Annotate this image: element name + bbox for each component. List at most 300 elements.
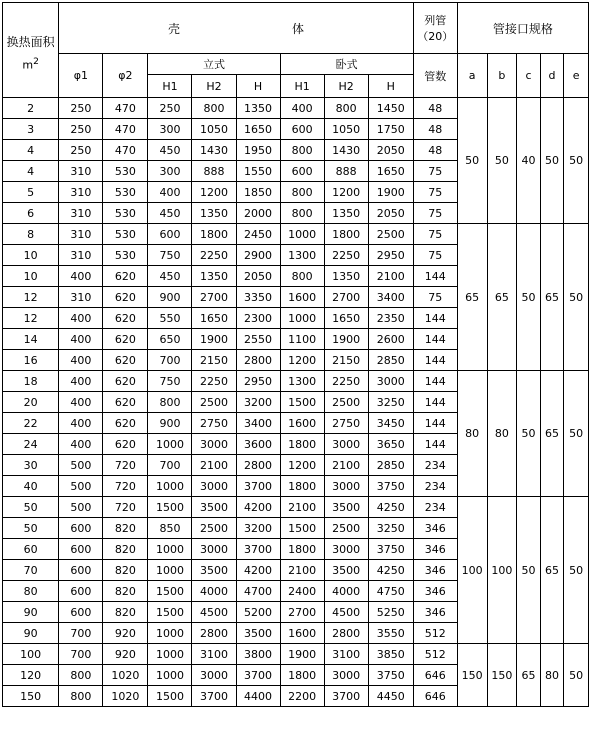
table-cell: 90: [3, 602, 59, 623]
table-cell: 470: [103, 98, 148, 119]
table-cell: 550: [148, 308, 192, 329]
tubes-title: 列管: [424, 14, 447, 27]
table-cell: 4500: [192, 602, 236, 623]
table-cell: 620: [103, 434, 148, 455]
table-cell: 144: [413, 371, 457, 392]
table-cell: 450: [148, 266, 192, 287]
table-cell: 3000: [192, 434, 236, 455]
table-cell: 310: [59, 203, 103, 224]
table-cell: 1900: [368, 182, 413, 203]
table-cell: 1050: [324, 119, 368, 140]
table-cell: 250: [59, 98, 103, 119]
table-cell: 1000: [148, 623, 192, 644]
port-col-a: a: [457, 54, 487, 98]
table-cell: 8: [3, 224, 59, 245]
table-cell: 3000: [192, 665, 236, 686]
table-cell: 800: [280, 182, 324, 203]
table-cell: 3700: [324, 686, 368, 707]
table-cell: 1020: [103, 686, 148, 707]
table-cell: 4000: [192, 581, 236, 602]
horizontal-header: 卧式: [280, 54, 413, 75]
table-cell: 700: [148, 455, 192, 476]
port-spec-cell: 100: [487, 497, 517, 644]
table-cell: 2850: [368, 455, 413, 476]
table-cell: 600: [59, 581, 103, 602]
table-cell: 1200: [280, 455, 324, 476]
table-cell: 500: [59, 476, 103, 497]
table-cell: 2250: [324, 245, 368, 266]
table-cell: 820: [103, 560, 148, 581]
table-cell: 2500: [324, 518, 368, 539]
table-cell: 2100: [368, 266, 413, 287]
port-spec-cell: 50: [517, 371, 541, 497]
table-cell: 1850: [236, 182, 280, 203]
table-cell: 400: [59, 266, 103, 287]
table-cell: 1200: [280, 350, 324, 371]
table-cell: 75: [413, 245, 457, 266]
table-cell: 3200: [236, 392, 280, 413]
table-cell: 48: [413, 98, 457, 119]
table-cell: 346: [413, 560, 457, 581]
table-cell: 800: [280, 140, 324, 161]
table-cell: 400: [59, 413, 103, 434]
table-cell: 2350: [368, 308, 413, 329]
table-cell: 600: [280, 119, 324, 140]
port-spec-cell: 40: [517, 98, 541, 224]
table-cell: 3: [3, 119, 59, 140]
table-cell: 1350: [192, 203, 236, 224]
table-cell: 1500: [280, 518, 324, 539]
table-cell: 1000: [280, 224, 324, 245]
port-col-e: e: [564, 54, 589, 98]
table-row: [3, 497, 589, 518]
table-cell: 1350: [324, 266, 368, 287]
port-spec-cell: 50: [517, 497, 541, 644]
table-cell: 75: [413, 287, 457, 308]
table-cell: 500: [59, 455, 103, 476]
table-cell: 2250: [192, 245, 236, 266]
table-cell: 646: [413, 686, 457, 707]
area-unit: $m^2$: [22, 56, 39, 72]
table-cell: 750: [148, 371, 192, 392]
table-cell: 2100: [280, 497, 324, 518]
table-cell: 4200: [236, 560, 280, 581]
table-cell: 70: [3, 560, 59, 581]
table-cell: 75: [413, 224, 457, 245]
table-cell: 3250: [368, 392, 413, 413]
table-cell: 310: [59, 182, 103, 203]
table-cell: 2400: [280, 581, 324, 602]
table-cell: 310: [59, 161, 103, 182]
table-cell: 10: [3, 245, 59, 266]
table-cell: 4200: [236, 497, 280, 518]
table-cell: 720: [103, 476, 148, 497]
table-cell: 4750: [368, 581, 413, 602]
table-cell: 2000: [236, 203, 280, 224]
table-cell: 4000: [324, 581, 368, 602]
table-cell: 2500: [368, 224, 413, 245]
table-cell: 1000: [148, 476, 192, 497]
port-spec-cell: 50: [564, 224, 589, 371]
table-cell: 1000: [148, 434, 192, 455]
table-cell: 3000: [324, 476, 368, 497]
table-cell: 720: [103, 455, 148, 476]
table-cell: 3750: [368, 665, 413, 686]
table-cell: 1800: [192, 224, 236, 245]
table-cell: 600: [280, 161, 324, 182]
table-cell: 3400: [236, 413, 280, 434]
table-cell: 820: [103, 518, 148, 539]
table-cell: 800: [192, 98, 236, 119]
table-cell: 5: [3, 182, 59, 203]
table-cell: 1100: [280, 329, 324, 350]
table-cell: 60: [3, 539, 59, 560]
table-cell: 900: [148, 413, 192, 434]
table-cell: 1650: [368, 161, 413, 182]
table-cell: 3250: [368, 518, 413, 539]
table-cell: 2250: [192, 371, 236, 392]
table-cell: 10: [3, 266, 59, 287]
table-cell: 620: [103, 329, 148, 350]
table-cell: 4500: [324, 602, 368, 623]
table-cell: 400: [148, 182, 192, 203]
tubes-size: （20）: [417, 30, 454, 43]
table-cell: 75: [413, 182, 457, 203]
phi1-header: φ1: [59, 54, 103, 98]
table-cell: 1050: [192, 119, 236, 140]
table-cell: 530: [103, 245, 148, 266]
table-cell: 1800: [280, 665, 324, 686]
table-cell: 75: [413, 203, 457, 224]
table-cell: 650: [148, 329, 192, 350]
table-cell: 250: [148, 98, 192, 119]
table-cell: 12: [3, 287, 59, 308]
table-cell: 2950: [368, 245, 413, 266]
table-cell: 3700: [192, 686, 236, 707]
table-cell: 150: [3, 686, 59, 707]
table-cell: 2950: [236, 371, 280, 392]
table-cell: 2900: [236, 245, 280, 266]
table-cell: 4450: [368, 686, 413, 707]
table-cell: 2100: [280, 560, 324, 581]
table-cell: 1900: [280, 644, 324, 665]
table-cell: 90: [3, 623, 59, 644]
tubes-header: [413, 3, 457, 54]
table-cell: 3500: [236, 623, 280, 644]
table-cell: 820: [103, 602, 148, 623]
table-cell: 1900: [324, 329, 368, 350]
table-cell: 800: [280, 203, 324, 224]
table-cell: 14: [3, 329, 59, 350]
v-h-header: H: [236, 75, 280, 98]
port-spec-cell: 50: [564, 497, 589, 644]
table-cell: 144: [413, 434, 457, 455]
table-cell: 3450: [368, 413, 413, 434]
table-cell: 2800: [324, 623, 368, 644]
table-cell: 720: [103, 497, 148, 518]
port-spec-cell: 65: [540, 224, 564, 371]
table-cell: 888: [324, 161, 368, 182]
table-cell: 400: [59, 371, 103, 392]
table-cell: 530: [103, 161, 148, 182]
port-spec-cell: 65: [487, 224, 517, 371]
table-cell: 346: [413, 602, 457, 623]
table-cell: 1500: [148, 602, 192, 623]
table-cell: 3350: [236, 287, 280, 308]
port-spec-cell: 100: [457, 497, 487, 644]
table-cell: 3400: [368, 287, 413, 308]
table-cell: 920: [103, 623, 148, 644]
table-cell: 250: [59, 119, 103, 140]
table-cell: 250: [59, 140, 103, 161]
table-cell: 1900: [192, 329, 236, 350]
table-cell: 12: [3, 308, 59, 329]
table-cell: 3000: [324, 665, 368, 686]
table-cell: 400: [59, 329, 103, 350]
table-cell: 5250: [368, 602, 413, 623]
table-cell: 50: [3, 518, 59, 539]
table-cell: 2800: [236, 455, 280, 476]
table-cell: 234: [413, 476, 457, 497]
table-cell: 1800: [280, 476, 324, 497]
table-cell: 600: [59, 560, 103, 581]
table-cell: 3650: [368, 434, 413, 455]
table-cell: 346: [413, 581, 457, 602]
table-cell: 2700: [192, 287, 236, 308]
table-cell: 1800: [280, 539, 324, 560]
port-spec-cell: 50: [457, 98, 487, 224]
port-spec-cell: 65: [540, 371, 564, 497]
table-cell: 1350: [192, 266, 236, 287]
table-cell: 1000: [280, 308, 324, 329]
table-cell: 48: [413, 119, 457, 140]
phi2-header: φ2: [103, 54, 148, 98]
table-cell: 2600: [368, 329, 413, 350]
table-cell: 530: [103, 182, 148, 203]
table-cell: 1300: [280, 245, 324, 266]
table-cell: 1500: [280, 392, 324, 413]
table-cell: 3500: [324, 560, 368, 581]
table-cell: 800: [324, 98, 368, 119]
table-cell: 24: [3, 434, 59, 455]
table-cell: 4250: [368, 497, 413, 518]
table-cell: 646: [413, 665, 457, 686]
table-cell: 3850: [368, 644, 413, 665]
table-cell: 3500: [192, 560, 236, 581]
shell-header: [59, 3, 413, 54]
table-cell: 2750: [324, 413, 368, 434]
table-cell: 2550: [236, 329, 280, 350]
table-cell: 470: [103, 119, 148, 140]
table-cell: 400: [59, 434, 103, 455]
table-cell: 1950: [236, 140, 280, 161]
table-cell: 620: [103, 287, 148, 308]
table-cell: 300: [148, 119, 192, 140]
table-cell: 400: [280, 98, 324, 119]
table-cell: 450: [148, 203, 192, 224]
table-cell: 750: [148, 245, 192, 266]
table-cell: 20: [3, 392, 59, 413]
table-cell: 3600: [236, 434, 280, 455]
table-cell: 1000: [148, 644, 192, 665]
table-cell: 2700: [324, 287, 368, 308]
table-cell: 2150: [192, 350, 236, 371]
table-cell: 3000: [324, 539, 368, 560]
table-cell: 1600: [280, 413, 324, 434]
table-cell: 530: [103, 203, 148, 224]
table-cell: 450: [148, 140, 192, 161]
table-cell: 1200: [192, 182, 236, 203]
table-cell: 4700: [236, 581, 280, 602]
table-cell: 700: [59, 623, 103, 644]
table-cell: 3100: [324, 644, 368, 665]
table-cell: 234: [413, 497, 457, 518]
port-spec-cell: 50: [487, 98, 517, 224]
port-spec-cell: 65: [457, 224, 487, 371]
table-cell: 3100: [192, 644, 236, 665]
table-cell: 500: [59, 497, 103, 518]
table-cell: 1000: [148, 665, 192, 686]
table-cell: 310: [59, 224, 103, 245]
table-cell: 1350: [236, 98, 280, 119]
table-cell: 820: [103, 581, 148, 602]
table-cell: 1750: [368, 119, 413, 140]
table-cell: 2250: [324, 371, 368, 392]
table-cell: 400: [59, 308, 103, 329]
table-cell: 16: [3, 350, 59, 371]
table-cell: 2050: [236, 266, 280, 287]
table-cell: 18: [3, 371, 59, 392]
table-cell: 1800: [280, 434, 324, 455]
table-cell: 3750: [368, 476, 413, 497]
table-cell: 620: [103, 308, 148, 329]
table-cell: 3000: [192, 476, 236, 497]
area-title: 换热面积: [6, 35, 55, 50]
port-spec-cell: 50: [564, 371, 589, 497]
table-cell: 530: [103, 224, 148, 245]
table-cell: 75: [413, 161, 457, 182]
port-spec-cell: 150: [487, 644, 517, 707]
table-cell: 512: [413, 644, 457, 665]
table-cell: 620: [103, 350, 148, 371]
table-cell: 3000: [368, 371, 413, 392]
table-cell: 3700: [236, 476, 280, 497]
table-cell: 1600: [280, 287, 324, 308]
v-h1-header: H1: [148, 75, 192, 98]
table-cell: 4: [3, 140, 59, 161]
table-cell: 1500: [148, 686, 192, 707]
v-h2-header: H2: [192, 75, 236, 98]
table-cell: 400: [59, 350, 103, 371]
table-cell: 310: [59, 245, 103, 266]
table-cell: 1650: [236, 119, 280, 140]
table-cell: 850: [148, 518, 192, 539]
table-cell: 234: [413, 455, 457, 476]
table-cell: 144: [413, 392, 457, 413]
port-col-d: d: [540, 54, 564, 98]
table-cell: 3750: [368, 539, 413, 560]
table-cell: 2750: [192, 413, 236, 434]
table-cell: 3200: [236, 518, 280, 539]
shell-label-right: 体: [292, 21, 305, 36]
table-cell: 2800: [236, 350, 280, 371]
port-col-b: b: [487, 54, 517, 98]
table-cell: 600: [59, 518, 103, 539]
port-spec-cell: 50: [517, 224, 541, 371]
table-cell: 1550: [236, 161, 280, 182]
table-cell: 600: [59, 602, 103, 623]
table-cell: 1600: [280, 623, 324, 644]
table-cell: 5200: [236, 602, 280, 623]
table-cell: 3000: [324, 434, 368, 455]
table-cell: 820: [103, 539, 148, 560]
h-h1-header: H1: [280, 75, 324, 98]
table-cell: 30: [3, 455, 59, 476]
port-spec-cell: 50: [564, 98, 589, 224]
table-cell: 2700: [280, 602, 324, 623]
table-cell: 2050: [368, 203, 413, 224]
table-cell: 1650: [324, 308, 368, 329]
shell-label-left: 壳: [168, 21, 181, 36]
table-cell: 2150: [324, 350, 368, 371]
port-spec-cell: 65: [540, 497, 564, 644]
table-row: [3, 224, 589, 245]
table-cell: 1020: [103, 665, 148, 686]
h-h-header: H: [368, 75, 413, 98]
table-cell: 144: [413, 350, 457, 371]
table-cell: 346: [413, 539, 457, 560]
table-cell: 400: [59, 392, 103, 413]
table-cell: 620: [103, 413, 148, 434]
table-cell: 144: [413, 266, 457, 287]
table-cell: 900: [148, 287, 192, 308]
table-cell: 700: [59, 644, 103, 665]
port-col-c: c: [517, 54, 541, 98]
table-cell: 1000: [148, 539, 192, 560]
table-cell: 1430: [324, 140, 368, 161]
table-cell: 888: [192, 161, 236, 182]
table-cell: 800: [148, 392, 192, 413]
table-cell: 620: [103, 371, 148, 392]
table-cell: 700: [148, 350, 192, 371]
table-cell: 50: [3, 497, 59, 518]
table-cell: 22: [3, 413, 59, 434]
spec-table: [2, 2, 589, 707]
table-cell: 920: [103, 644, 148, 665]
table-cell: 3000: [192, 539, 236, 560]
ports-header: 管接口规格: [457, 3, 588, 54]
table-cell: 144: [413, 329, 457, 350]
area-header: [3, 3, 59, 98]
table-cell: 2800: [192, 623, 236, 644]
vertical-header: 立式: [148, 54, 280, 75]
table-cell: 2850: [368, 350, 413, 371]
table-cell: 800: [59, 686, 103, 707]
table-cell: 600: [148, 224, 192, 245]
table-cell: 6: [3, 203, 59, 224]
table-cell: 100: [3, 644, 59, 665]
port-spec-cell: 50: [564, 644, 589, 707]
table-cell: 3700: [236, 539, 280, 560]
port-spec-cell: 80: [487, 371, 517, 497]
table-cell: 1300: [280, 371, 324, 392]
table-cell: 800: [280, 266, 324, 287]
table-cell: 2500: [192, 518, 236, 539]
table-cell: 4250: [368, 560, 413, 581]
table-cell: 2100: [192, 455, 236, 476]
port-spec-cell: 50: [540, 98, 564, 224]
table-cell: 2300: [236, 308, 280, 329]
